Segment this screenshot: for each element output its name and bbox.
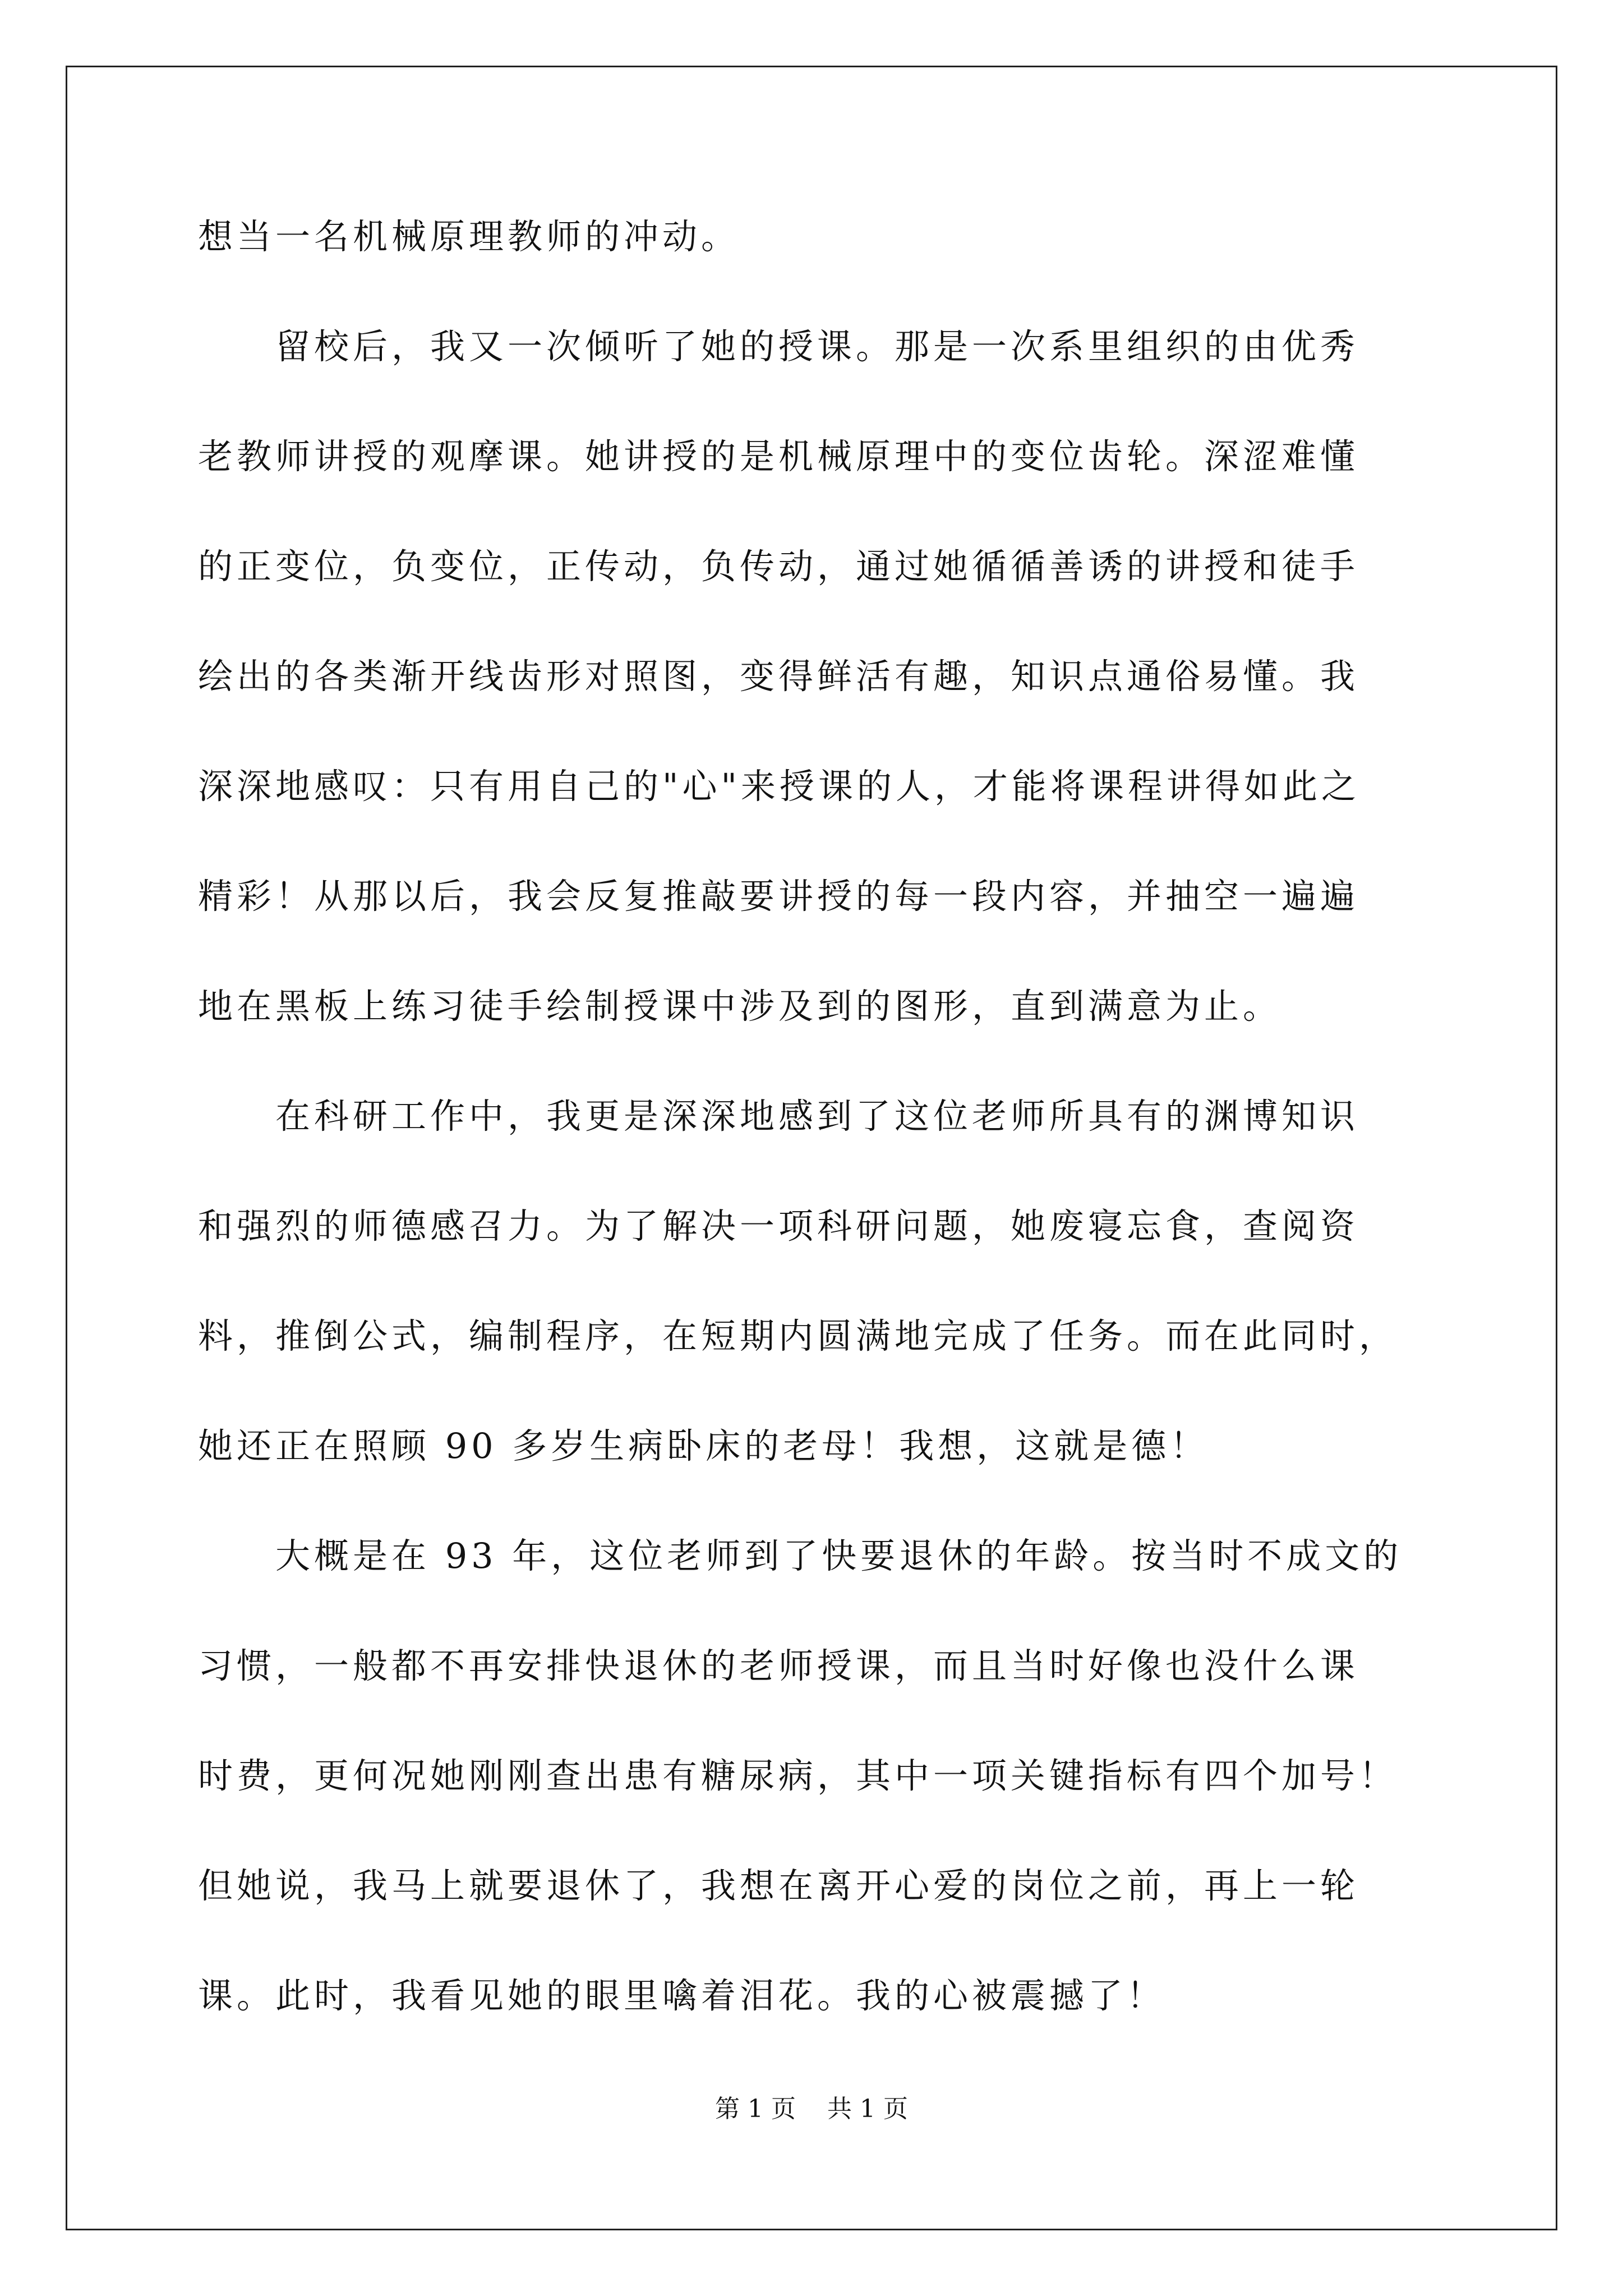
text-line: 她还正在照顾 90 多岁生病卧床的老母！我想，这就是德！ (198, 1425, 1209, 1466)
text-line: 在科研工作中，我更是深深地感到了这位老师所具有的渊博知识 (198, 1096, 1359, 1137)
text-line: 但她说，我马上就要退休了，我想在离开心爱的岗位之前，再上一轮 (198, 1865, 1359, 1906)
text-line: 大概是在 93 年，这位老师到了快要退休的年龄。按当时不成文的 (198, 1535, 1403, 1576)
page-number: 第 1 页 (715, 2095, 796, 2123)
text-line: 精彩！从那以后，我会反复推敲要讲授的每一段内容，并抽空一遍遍 (198, 876, 1359, 917)
text-line: 课。此时，我看见她的眼里噙着泪花。我的心被震撼了！ (198, 1975, 1166, 2016)
text-line: 的正变位，负变位，正传动，负传动，通过她循循善诱的讲授和徒手 (198, 546, 1359, 587)
text-line: 留校后，我又一次倾听了她的授课。那是一次系里组织的由优秀 (198, 326, 1359, 367)
text-line: 想当一名机械原理教师的冲动。 (198, 216, 740, 257)
text-line: 老教师讲授的观摩课。她讲授的是机械原理中的变位齿轮。深涩难懂 (198, 436, 1359, 477)
text-line: 时费，更何况她刚刚查出患有糖尿病，其中一项关键指标有四个加号！ (198, 1755, 1398, 1796)
text-line: 绘出的各类渐开线齿形对照图，变得鲜活有趣，知识点通俗易懂。我 (198, 656, 1359, 697)
text-line: 料，推倒公式，编制程序，在短期内圆满地完成了任务。而在此同时， (198, 1315, 1398, 1356)
page-total: 共 1 页 (827, 2095, 908, 2123)
text-line: 地在黑板上练习徒手绘制授课中涉及到的图形，直到满意为止。 (198, 986, 1282, 1027)
page-footer (0, 2092, 1623, 2126)
document-body (198, 209, 1432, 2078)
text-line: 深深地感叹：只有用自己的"心"来授课的人，才能将课程讲得如此之 (198, 766, 1361, 807)
text-line: 习惯，一般都不再安排快退休的老师授课，而且当时好像也没什么课 (198, 1645, 1359, 1686)
text-line: 和强烈的师德感召力。为了解决一项科研问题，她废寝忘食，查阅资 (198, 1205, 1359, 1246)
